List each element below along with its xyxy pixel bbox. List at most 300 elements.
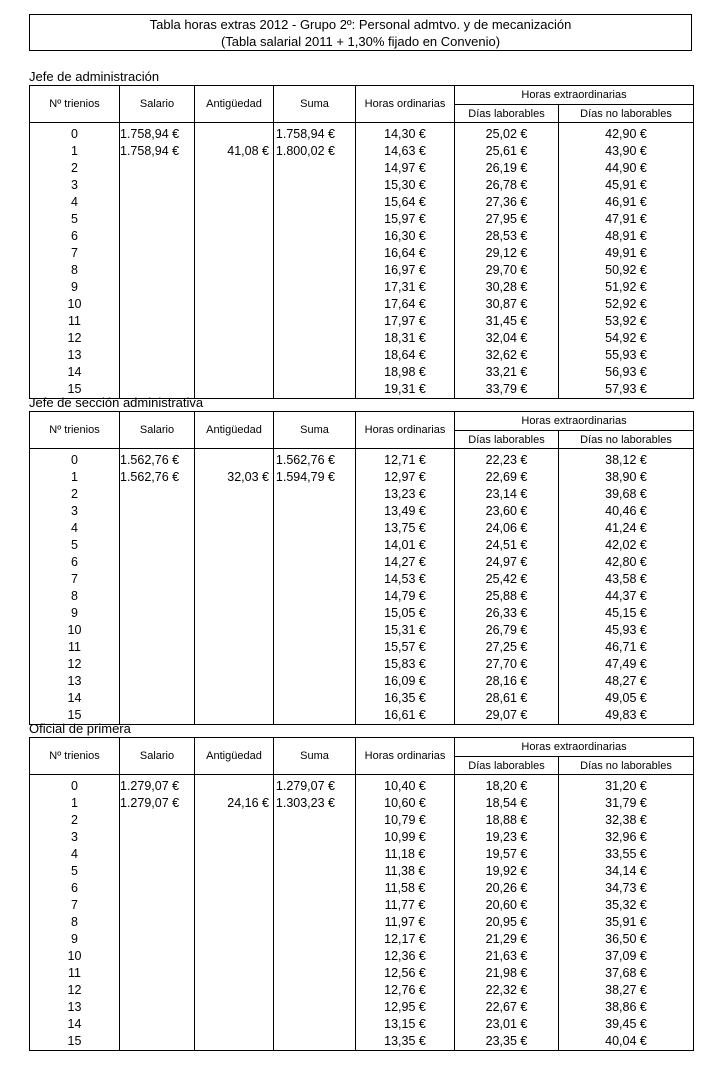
cell-salario (120, 571, 195, 588)
table-row (30, 452, 694, 469)
cell-antiguedad (195, 605, 274, 622)
table-row (30, 313, 694, 330)
cell-salario: 1.758,94 € (120, 126, 195, 143)
cell-suma (274, 486, 356, 503)
table-row (30, 931, 694, 948)
cell-ordinarias: 16,97 € (356, 262, 455, 279)
cell-antiguedad (195, 690, 274, 707)
cell-no-laborables: 42,80 € (559, 554, 694, 571)
header-horas-extraordinarias: Horas extraordinarias (455, 86, 694, 105)
cell-no-laborables: 38,27 € (559, 982, 694, 999)
cell-no-laborables: 41,24 € (559, 520, 694, 537)
cell-laborables: 22,23 € (455, 452, 559, 469)
cell-suma (274, 897, 356, 914)
cell-no-laborables: 47,49 € (559, 656, 694, 673)
cell-ordinarias: 10,60 € (356, 795, 455, 812)
cell-suma (274, 279, 356, 296)
cell-suma (274, 1033, 356, 1051)
cell-ordinarias: 11,38 € (356, 863, 455, 880)
cell-antiguedad (195, 673, 274, 690)
cell-trienios: 6 (30, 228, 120, 245)
cell-ordinarias: 13,35 € (356, 1033, 455, 1051)
cell-ordinarias: 14,30 € (356, 126, 455, 143)
cell-ordinarias: 16,61 € (356, 707, 455, 725)
cell-antiguedad (195, 262, 274, 279)
cell-laborables: 19,92 € (455, 863, 559, 880)
cell-trienios: 9 (30, 279, 120, 296)
table-row (30, 364, 694, 381)
cell-laborables: 21,29 € (455, 931, 559, 948)
table-row (30, 571, 694, 588)
table-row (30, 690, 694, 707)
header-horas-extraordinarias: Horas extraordinarias (455, 412, 694, 431)
cell-laborables: 27,25 € (455, 639, 559, 656)
cell-no-laborables: 53,92 € (559, 313, 694, 330)
cell-trienios: 15 (30, 381, 120, 399)
cell-salario (120, 1016, 195, 1033)
cell-ordinarias: 15,97 € (356, 211, 455, 228)
cell-ordinarias: 16,30 € (356, 228, 455, 245)
cell-laborables: 26,19 € (455, 160, 559, 177)
cell-laborables: 18,54 € (455, 795, 559, 812)
cell-no-laborables: 38,90 € (559, 469, 694, 486)
table-row (30, 673, 694, 690)
cell-ordinarias: 18,98 € (356, 364, 455, 381)
table-row (30, 965, 694, 982)
cell-ordinarias: 17,64 € (356, 296, 455, 313)
cell-antiguedad (195, 1033, 274, 1051)
cell-trienios: 5 (30, 863, 120, 880)
cell-suma (274, 537, 356, 554)
cell-trienios: 8 (30, 262, 120, 279)
cell-no-laborables: 48,91 € (559, 228, 694, 245)
cell-laborables: 24,51 € (455, 537, 559, 554)
category-title: Jefe de sección administrativa (29, 395, 204, 410)
cell-salario (120, 228, 195, 245)
cell-antiguedad (195, 313, 274, 330)
cell-no-laborables: 34,14 € (559, 863, 694, 880)
cell-salario (120, 863, 195, 880)
table-row (30, 279, 694, 296)
cell-no-laborables: 45,93 € (559, 622, 694, 639)
cell-suma (274, 588, 356, 605)
header-horas-ordinarias: Horas ordinarias (356, 738, 455, 775)
cell-ordinarias: 14,01 € (356, 537, 455, 554)
cell-antiguedad (195, 296, 274, 313)
cell-salario (120, 296, 195, 313)
cell-trienios: 13 (30, 999, 120, 1016)
cell-laborables: 26,78 € (455, 177, 559, 194)
cell-no-laborables: 51,92 € (559, 279, 694, 296)
cell-laborables: 32,04 € (455, 330, 559, 347)
header-trienios: Nº trienios (30, 738, 120, 775)
cell-suma (274, 622, 356, 639)
cell-salario (120, 639, 195, 656)
cell-suma: 1.594,79 € (274, 469, 356, 486)
cell-ordinarias: 15,05 € (356, 605, 455, 622)
cell-salario: 1.279,07 € (120, 795, 195, 812)
cell-antiguedad (195, 965, 274, 982)
cell-no-laborables: 38,12 € (559, 452, 694, 469)
cell-suma (274, 829, 356, 846)
cell-laborables: 24,97 € (455, 554, 559, 571)
cell-laborables: 21,63 € (455, 948, 559, 965)
cell-suma (274, 880, 356, 897)
cell-antiguedad (195, 588, 274, 605)
cell-suma: 1.800,02 € (274, 143, 356, 160)
cell-suma (274, 262, 356, 279)
cell-suma (274, 931, 356, 948)
cell-salario (120, 982, 195, 999)
overtime-table (29, 737, 694, 1051)
header-suma: Suma (274, 412, 356, 449)
table-row (30, 778, 694, 795)
cell-ordinarias: 18,64 € (356, 347, 455, 364)
cell-antiguedad (195, 897, 274, 914)
cell-laborables: 19,57 € (455, 846, 559, 863)
cell-no-laborables: 31,79 € (559, 795, 694, 812)
category-section (29, 395, 693, 725)
cell-suma (274, 330, 356, 347)
cell-ordinarias: 12,95 € (356, 999, 455, 1016)
cell-ordinarias: 16,09 € (356, 673, 455, 690)
cell-ordinarias: 12,76 € (356, 982, 455, 999)
header-suma: Suma (274, 738, 356, 775)
cell-trienios: 3 (30, 177, 120, 194)
table-row (30, 194, 694, 211)
cell-salario (120, 160, 195, 177)
cell-suma (274, 690, 356, 707)
cell-suma (274, 194, 356, 211)
overtime-table (29, 411, 694, 725)
cell-antiguedad (195, 177, 274, 194)
category-section (29, 721, 693, 1051)
cell-salario (120, 829, 195, 846)
cell-suma (274, 313, 356, 330)
cell-trienios: 3 (30, 829, 120, 846)
header-antiguedad: Antigüedad (195, 412, 274, 449)
cell-no-laborables: 49,05 € (559, 690, 694, 707)
cell-antiguedad (195, 279, 274, 296)
cell-ordinarias: 12,56 € (356, 965, 455, 982)
header-dias-no-laborables: Días no laborables (559, 105, 694, 123)
cell-suma: 1.279,07 € (274, 778, 356, 795)
cell-no-laborables: 33,55 € (559, 846, 694, 863)
header-horas-extraordinarias: Horas extraordinarias (455, 738, 694, 757)
cell-salario (120, 948, 195, 965)
cell-trienios: 7 (30, 245, 120, 262)
cell-laborables: 26,33 € (455, 605, 559, 622)
cell-antiguedad: 32,03 € (195, 469, 274, 486)
cell-salario (120, 347, 195, 364)
cell-ordinarias: 17,31 € (356, 279, 455, 296)
cell-antiguedad (195, 347, 274, 364)
cell-antiguedad: 41,08 € (195, 143, 274, 160)
cell-laborables: 18,88 € (455, 812, 559, 829)
cell-salario (120, 812, 195, 829)
table-row (30, 537, 694, 554)
cell-suma (274, 347, 356, 364)
cell-laborables: 23,14 € (455, 486, 559, 503)
header-trienios: Nº trienios (30, 412, 120, 449)
cell-salario (120, 605, 195, 622)
cell-trienios: 1 (30, 143, 120, 160)
cell-no-laborables: 49,83 € (559, 707, 694, 725)
table-row (30, 795, 694, 812)
cell-no-laborables: 52,92 € (559, 296, 694, 313)
cell-antiguedad (195, 931, 274, 948)
header-trienios: Nº trienios (30, 86, 120, 123)
cell-suma (274, 520, 356, 537)
cell-antiguedad: 24,16 € (195, 795, 274, 812)
cell-no-laborables: 34,73 € (559, 880, 694, 897)
table-row (30, 245, 694, 262)
cell-suma (274, 812, 356, 829)
cell-laborables: 25,02 € (455, 126, 559, 143)
header-salario: Salario (120, 86, 195, 123)
cell-salario (120, 486, 195, 503)
cell-antiguedad (195, 622, 274, 639)
cell-trienios: 13 (30, 673, 120, 690)
cell-laborables: 20,26 € (455, 880, 559, 897)
table-row (30, 812, 694, 829)
cell-salario (120, 690, 195, 707)
table-row (30, 829, 694, 846)
cell-laborables: 20,60 € (455, 897, 559, 914)
cell-trienios: 11 (30, 639, 120, 656)
table-row (30, 639, 694, 656)
cell-ordinarias: 18,31 € (356, 330, 455, 347)
cell-no-laborables: 36,50 € (559, 931, 694, 948)
cell-ordinarias: 12,36 € (356, 948, 455, 965)
table-row (30, 588, 694, 605)
cell-suma (274, 1016, 356, 1033)
cell-antiguedad (195, 812, 274, 829)
cell-salario (120, 279, 195, 296)
cell-no-laborables: 44,37 € (559, 588, 694, 605)
table-row (30, 296, 694, 313)
cell-antiguedad (195, 778, 274, 795)
cell-ordinarias: 16,64 € (356, 245, 455, 262)
cell-antiguedad (195, 571, 274, 588)
cell-suma (274, 245, 356, 262)
cell-suma (274, 211, 356, 228)
cell-ordinarias: 10,79 € (356, 812, 455, 829)
table-row (30, 347, 694, 364)
table-row (30, 520, 694, 537)
cell-suma (274, 364, 356, 381)
cell-ordinarias: 14,79 € (356, 588, 455, 605)
cell-laborables: 23,60 € (455, 503, 559, 520)
category-section (29, 69, 693, 399)
cell-ordinarias: 17,97 € (356, 313, 455, 330)
cell-ordinarias: 19,31 € (356, 381, 455, 399)
cell-suma (274, 965, 356, 982)
cell-laborables: 27,36 € (455, 194, 559, 211)
cell-salario (120, 503, 195, 520)
cell-no-laborables: 48,27 € (559, 673, 694, 690)
cell-ordinarias: 11,58 € (356, 880, 455, 897)
cell-laborables: 23,35 € (455, 1033, 559, 1051)
document-subtitle: (Tabla salarial 2011 + 1,30% fijado en Convenio) (220, 34, 501, 49)
cell-trienios: 0 (30, 126, 120, 143)
cell-suma (274, 982, 356, 999)
cell-laborables: 25,88 € (455, 588, 559, 605)
table-row (30, 622, 694, 639)
header-horas-ordinarias: Horas ordinarias (356, 86, 455, 123)
cell-ordinarias: 15,57 € (356, 639, 455, 656)
cell-antiguedad (195, 829, 274, 846)
cell-ordinarias: 13,15 € (356, 1016, 455, 1033)
header-horas-ordinarias: Horas ordinarias (356, 412, 455, 449)
cell-suma (274, 503, 356, 520)
table-row (30, 228, 694, 245)
cell-trienios: 11 (30, 965, 120, 982)
table-row (30, 656, 694, 673)
cell-antiguedad (195, 211, 274, 228)
header-salario: Salario (120, 412, 195, 449)
cell-antiguedad (195, 503, 274, 520)
cell-no-laborables: 40,04 € (559, 1033, 694, 1051)
table-row (30, 999, 694, 1016)
cell-ordinarias: 10,99 € (356, 829, 455, 846)
cell-trienios: 12 (30, 330, 120, 347)
cell-no-laborables: 42,02 € (559, 537, 694, 554)
cell-no-laborables: 45,15 € (559, 605, 694, 622)
cell-salario (120, 537, 195, 554)
header-dias-no-laborables: Días no laborables (559, 757, 694, 775)
cell-suma (274, 656, 356, 673)
cell-no-laborables: 56,93 € (559, 364, 694, 381)
cell-trienios: 8 (30, 588, 120, 605)
cell-salario (120, 999, 195, 1016)
cell-trienios: 4 (30, 520, 120, 537)
cell-antiguedad (195, 160, 274, 177)
table-row (30, 177, 694, 194)
cell-no-laborables: 32,38 € (559, 812, 694, 829)
cell-suma (274, 863, 356, 880)
cell-trienios: 5 (30, 211, 120, 228)
cell-salario (120, 364, 195, 381)
cell-laborables: 32,62 € (455, 347, 559, 364)
cell-suma (274, 228, 356, 245)
cell-laborables: 28,16 € (455, 673, 559, 690)
cell-no-laborables: 31,20 € (559, 778, 694, 795)
cell-antiguedad (195, 330, 274, 347)
cell-salario (120, 897, 195, 914)
cell-ordinarias: 11,77 € (356, 897, 455, 914)
cell-suma (274, 571, 356, 588)
table-row (30, 914, 694, 931)
cell-antiguedad (195, 639, 274, 656)
cell-salario (120, 965, 195, 982)
cell-laborables: 22,67 € (455, 999, 559, 1016)
document-title: Tabla horas extras 2012 - Grupo 2º: Personal admtvo. y de mecanización (149, 17, 572, 32)
header-suma: Suma (274, 86, 356, 123)
header-dias-laborables: Días laborables (455, 757, 559, 775)
cell-trienios: 11 (30, 313, 120, 330)
cell-salario (120, 554, 195, 571)
cell-salario (120, 520, 195, 537)
cell-laborables: 21,98 € (455, 965, 559, 982)
cell-antiguedad (195, 126, 274, 143)
cell-salario (120, 313, 195, 330)
cell-antiguedad (195, 486, 274, 503)
cell-laborables: 26,79 € (455, 622, 559, 639)
cell-suma: 1.758,94 € (274, 126, 356, 143)
cell-antiguedad (195, 452, 274, 469)
cell-laborables: 23,01 € (455, 1016, 559, 1033)
cell-salario: 1.279,07 € (120, 778, 195, 795)
cell-trienios: 4 (30, 846, 120, 863)
cell-laborables: 28,53 € (455, 228, 559, 245)
cell-salario (120, 177, 195, 194)
cell-antiguedad (195, 1016, 274, 1033)
cell-trienios: 15 (30, 707, 120, 725)
header-dias-laborables: Días laborables (455, 431, 559, 449)
cell-suma (274, 177, 356, 194)
cell-trienios: 10 (30, 296, 120, 313)
cell-salario (120, 588, 195, 605)
cell-antiguedad (195, 656, 274, 673)
cell-salario (120, 846, 195, 863)
cell-antiguedad (195, 999, 274, 1016)
cell-trienios: 10 (30, 622, 120, 639)
cell-trienios: 14 (30, 690, 120, 707)
cell-trienios: 14 (30, 364, 120, 381)
cell-trienios: 6 (30, 554, 120, 571)
cell-suma (274, 999, 356, 1016)
cell-suma (274, 914, 356, 931)
cell-no-laborables: 43,90 € (559, 143, 694, 160)
cell-salario (120, 656, 195, 673)
header-dias-no-laborables: Días no laborables (559, 431, 694, 449)
cell-ordinarias: 12,97 € (356, 469, 455, 486)
cell-antiguedad (195, 537, 274, 554)
cell-ordinarias: 14,97 € (356, 160, 455, 177)
cell-trienios: 7 (30, 897, 120, 914)
cell-no-laborables: 47,91 € (559, 211, 694, 228)
cell-suma (274, 554, 356, 571)
cell-laborables: 19,23 € (455, 829, 559, 846)
table-row (30, 554, 694, 571)
cell-no-laborables: 40,46 € (559, 503, 694, 520)
cell-suma (274, 639, 356, 656)
cell-ordinarias: 11,97 € (356, 914, 455, 931)
cell-suma (274, 160, 356, 177)
cell-suma (274, 296, 356, 313)
cell-ordinarias: 15,31 € (356, 622, 455, 639)
table-row (30, 330, 694, 347)
cell-trienios: 0 (30, 778, 120, 795)
cell-salario (120, 245, 195, 262)
document-title-box (29, 14, 692, 51)
table-row (30, 948, 694, 965)
cell-trienios: 12 (30, 656, 120, 673)
cell-antiguedad (195, 245, 274, 262)
cell-salario (120, 931, 195, 948)
cell-laborables: 27,95 € (455, 211, 559, 228)
cell-laborables: 20,95 € (455, 914, 559, 931)
cell-laborables: 30,87 € (455, 296, 559, 313)
cell-suma (274, 948, 356, 965)
cell-salario (120, 1033, 195, 1051)
cell-no-laborables: 45,91 € (559, 177, 694, 194)
cell-no-laborables: 42,90 € (559, 126, 694, 143)
cell-no-laborables: 44,90 € (559, 160, 694, 177)
cell-ordinarias: 14,27 € (356, 554, 455, 571)
table-row (30, 126, 694, 143)
